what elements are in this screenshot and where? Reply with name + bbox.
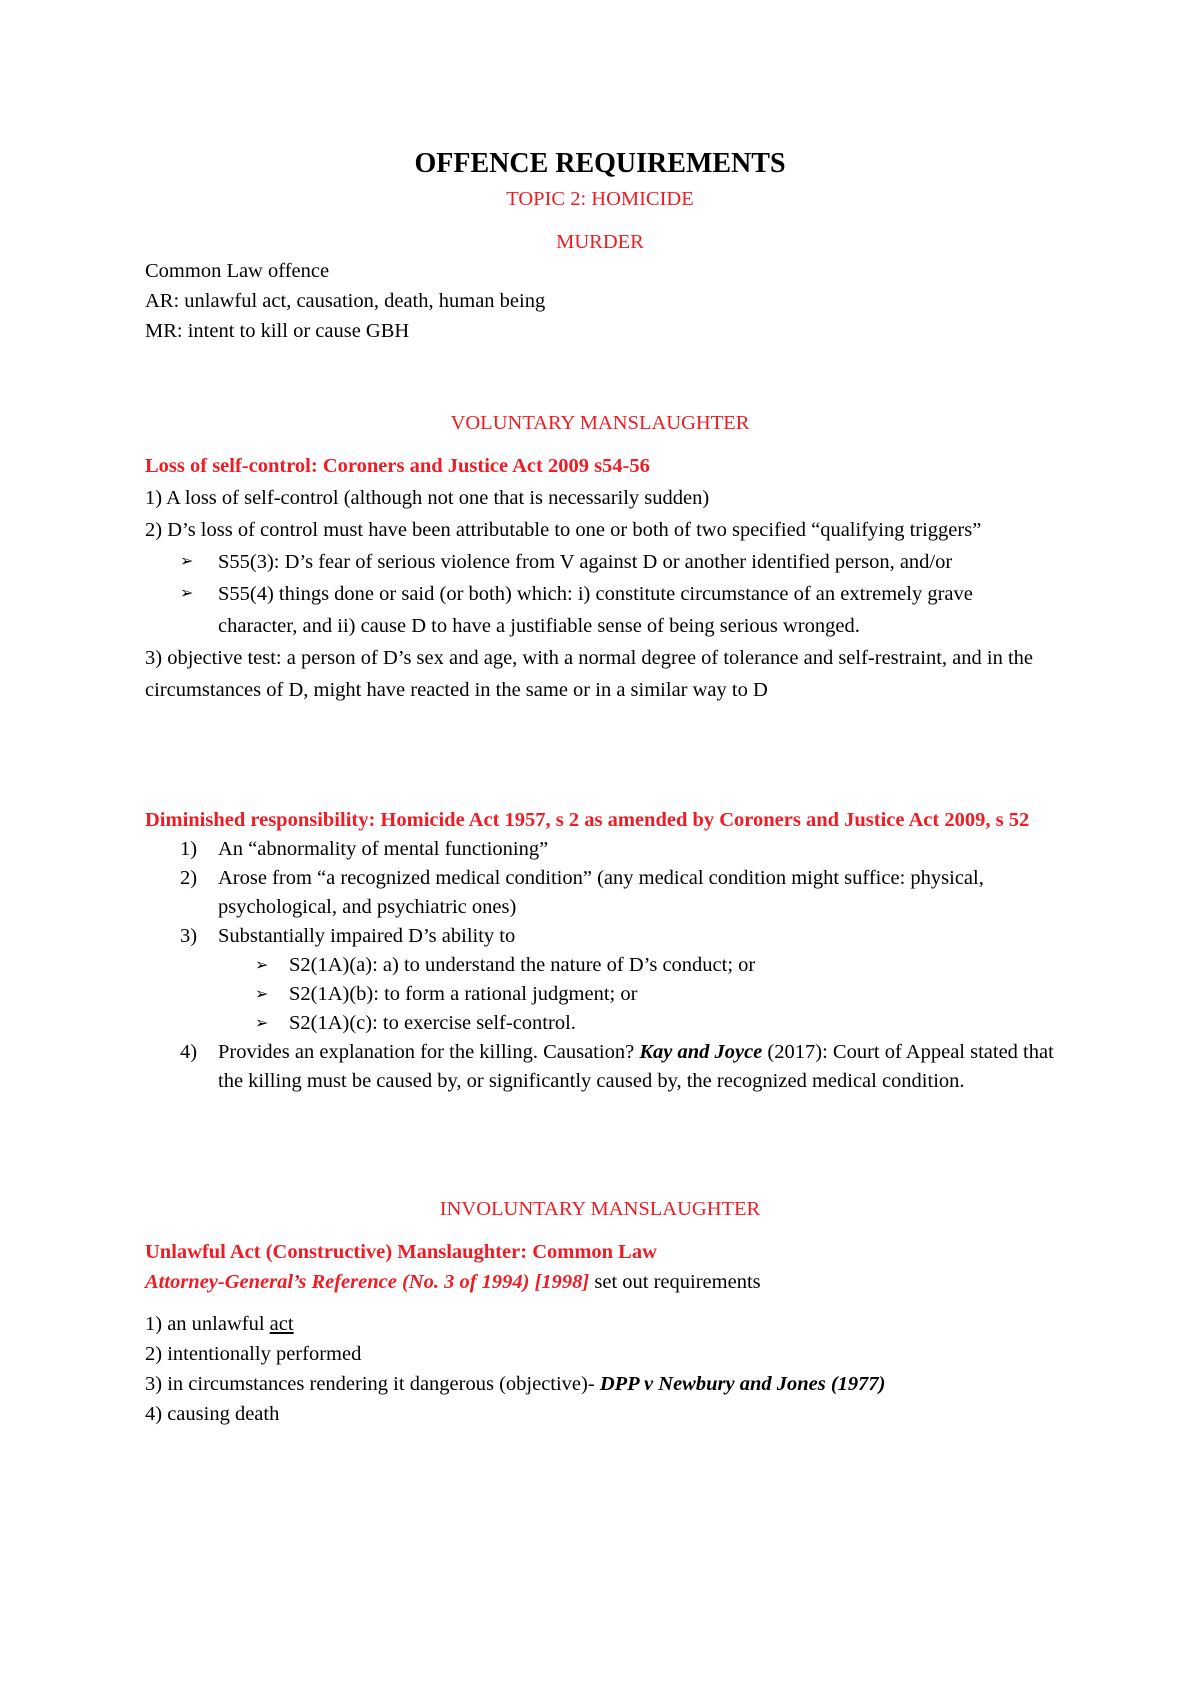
list-item xyxy=(145,1009,1055,1038)
arrow-bullet-icon: ➢ xyxy=(180,553,194,570)
requirement-text: 3) in circumstances rendering it dangerous (objective)- xyxy=(145,1373,600,1395)
loss-of-control-heading: Loss of self-control: Coroners and Justice Act 2009 s54-56 xyxy=(145,455,650,477)
item-text: An “abnormality of mental functioning” xyxy=(218,838,549,860)
list-item xyxy=(145,835,1055,864)
list-item xyxy=(145,1038,1055,1096)
unlawful-act-requirements xyxy=(145,1309,1055,1429)
item-text-part: Provides an explanation for the killing. Causation? xyxy=(218,1041,640,1063)
involuntary-manslaughter-heading: INVOLUNTARY MANSLAUGHTER xyxy=(439,1198,761,1220)
trigger-s55-4: S55(4) things done or said (or both) which: i) constitute circumstance of an extremely grave character, and ii) cause D to have a justifiable sense of being serious wronged. xyxy=(218,583,973,637)
murder-line: Common Law offence xyxy=(145,260,330,282)
list-item xyxy=(145,864,1055,922)
topic-heading: TOPIC 2: HOMICIDE xyxy=(506,188,694,210)
unlawful-act-section xyxy=(145,1237,1055,1297)
loss-point-3: 3) objective test: a person of D’s sex and age, with a normal degree of tolerance and self-restraint, and in the circumstances of D, might have reacted in the same or in a similar way to D xyxy=(145,647,1034,701)
item-text xyxy=(218,1038,1055,1096)
murder-definition xyxy=(145,256,1055,346)
reference-text: set out requirements xyxy=(589,1271,761,1293)
item-number: 2) xyxy=(180,867,198,889)
reference-line xyxy=(145,1267,1055,1297)
list-item xyxy=(145,546,1055,578)
requirement-2: 2) intentionally performed xyxy=(145,1343,362,1365)
page-title: OFFENCE REQUIREMENTS xyxy=(414,148,786,179)
sub-item-text: S2(1A)(a): a) to understand the nature of D’s conduct; or xyxy=(289,954,756,976)
murder-heading: MURDER xyxy=(556,231,644,253)
requirement-4: 4) causing death xyxy=(145,1403,280,1425)
list-item xyxy=(145,951,1055,980)
requirement-3 xyxy=(145,1369,1055,1399)
list-item xyxy=(145,980,1055,1009)
item-number: 3) xyxy=(180,925,198,947)
murder-line: AR: unlawful act, causation, death, human being xyxy=(145,290,546,312)
loss-of-control-section xyxy=(145,450,1055,706)
case-name: Attorney-General’s Reference (No. 3 of 1994) [1998] xyxy=(145,1271,590,1293)
arrow-bullet-icon: ➢ xyxy=(255,957,269,974)
murder-line: MR: intent to kill or cause GBH xyxy=(145,320,410,342)
arrow-bullet-icon: ➢ xyxy=(180,585,194,602)
loss-point-1: 1) A loss of self-control (although not one that is necessarily sudden) xyxy=(145,487,710,509)
voluntary-manslaughter-heading: VOLUNTARY MANSLAUGHTER xyxy=(450,412,750,434)
case-name: Kay and Joyce xyxy=(639,1041,763,1063)
item-number: 4) xyxy=(180,1041,198,1063)
case-name: DPP v Newbury and Jones (1977) xyxy=(599,1373,886,1395)
diminished-responsibility-section xyxy=(145,806,1055,1096)
trigger-s55-3: S55(3): D’s fear of serious violence from V against D or another identified person, and/or xyxy=(218,551,953,573)
list-item xyxy=(145,922,1055,951)
item-text-part: (2017): Court of Appeal stated that the killing must be caused by, or significantly caused by, the recognized medical condition. xyxy=(218,1041,1054,1092)
item-text: Substantially impaired D’s ability to xyxy=(218,925,516,947)
loss-point-2: 2) D’s loss of control must have been attributable to one or both of two specified “qualifying triggers” xyxy=(145,519,982,541)
requirement-text: 1) an unlawful xyxy=(145,1313,270,1335)
unlawful-act-heading: Unlawful Act (Constructive) Manslaughter: Common Law xyxy=(145,1241,657,1263)
diminished-heading: Diminished responsibility: Homicide Act 1957, s 2 as amended by Coroners and Justice Act 2009, s 52 xyxy=(145,809,1030,831)
sub-item-text: S2(1A)(b): to form a rational judgment; or xyxy=(289,983,638,1005)
requirement-1 xyxy=(145,1309,1055,1339)
arrow-bullet-icon: ➢ xyxy=(255,1015,269,1032)
item-text: Arose from “a recognized medical condition” (any medical condition might suffice: physical, psychological, and psychiatric ones) xyxy=(218,867,984,918)
requirement-underlined: act xyxy=(269,1313,294,1335)
arrow-bullet-icon: ➢ xyxy=(255,986,269,1003)
sub-item-text: S2(1A)(c): to exercise self-control. xyxy=(289,1012,576,1034)
list-item xyxy=(145,578,1055,642)
item-number: 1) xyxy=(180,838,198,860)
